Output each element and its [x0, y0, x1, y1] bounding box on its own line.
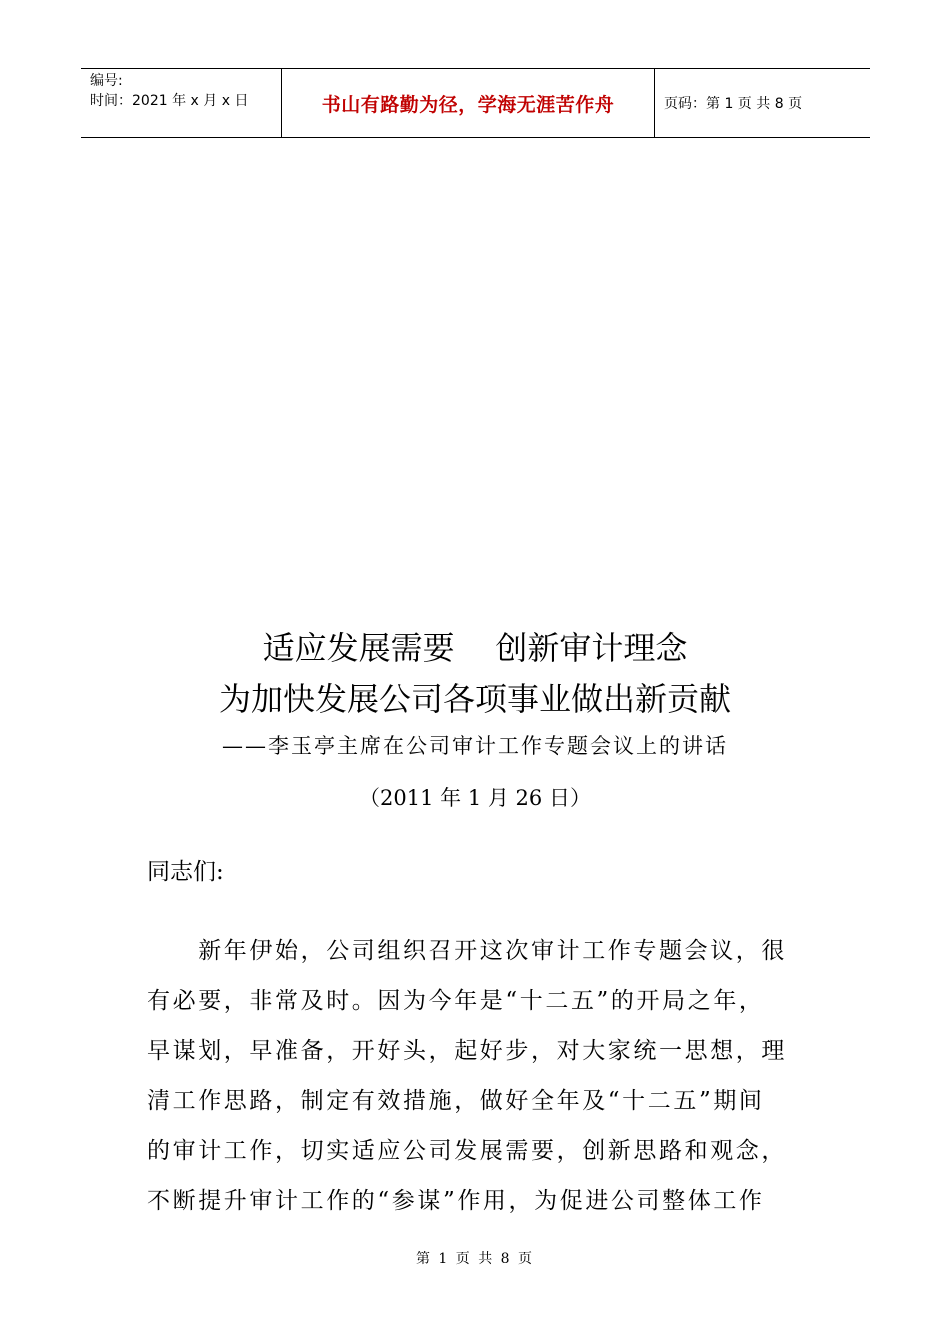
- body-line: 清工作思路，制定有效措施，做好全年及“十二五”期间: [147, 1088, 765, 1114]
- subtitle: ——李玉亭主席在公司审计工作专题会议上的讲话: [222, 734, 728, 758]
- body-line: 有必要，非常及时。因为今年是“十二五”的开局之年，: [147, 988, 765, 1014]
- greeting: 同志们:: [147, 859, 224, 885]
- body-line: 的审计工作，切实适应公司发展需要，创新思路和观念，: [147, 1138, 787, 1164]
- title-line-2: 为加快发展公司各项事业做出新贡献: [218, 680, 731, 718]
- body-line: 早谋划，早准备，开好头，起好步，对大家统一思想，理: [147, 1038, 787, 1064]
- body-line: 不断提升审计工作的“参谋”作用，为促进公司整体工作: [147, 1188, 765, 1214]
- number-label: 编号:: [90, 73, 123, 89]
- page-footer: 第 1 页 共 8 页: [415, 1251, 535, 1267]
- speech-date: （2011 年 1 月 26 日）: [359, 786, 591, 810]
- header-page-cell: [655, 69, 870, 137]
- header-meta-cell: [81, 69, 282, 137]
- motto-text: 书山有路勤为径，学海无涯苦作舟: [321, 93, 615, 116]
- page-info: 页码：第 1 页 共 8 页: [664, 96, 803, 112]
- document-header: [81, 68, 870, 138]
- header-motto-cell: [282, 69, 655, 137]
- time-label: 时间：2021 年 x 月 x 日: [90, 93, 249, 109]
- body-line: 新年伊始，公司组织召开这次审计工作专题会议，很: [147, 938, 787, 964]
- title-line-1: 适应发展需要 创新审计理念: [262, 629, 688, 667]
